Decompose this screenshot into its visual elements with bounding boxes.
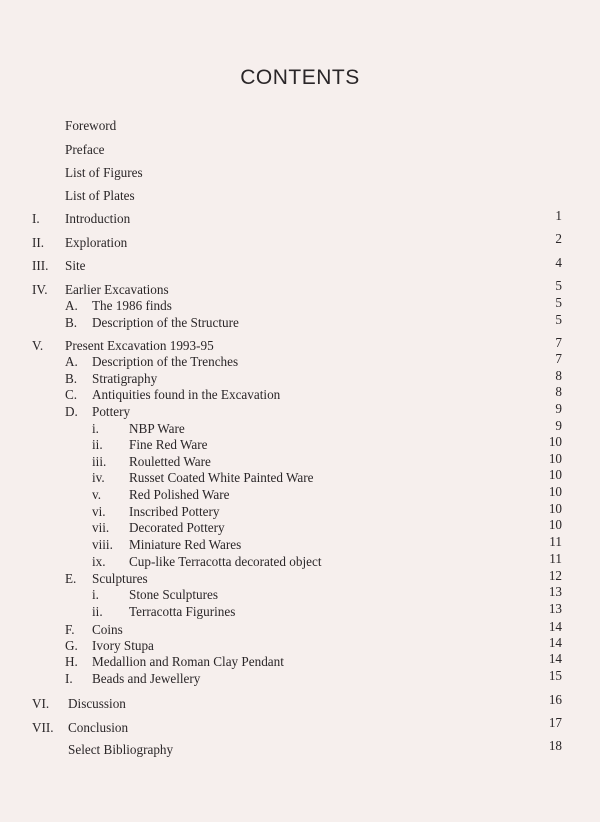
subsection-numeral: ix. (92, 554, 106, 569)
page-number: 10 (548, 501, 562, 516)
section-letter: H. (65, 654, 78, 669)
page-number: 7 (555, 351, 562, 366)
page-title: CONTENTS (240, 66, 360, 89)
section-title: Sculptures (92, 571, 148, 586)
section-letter: D. (65, 404, 78, 419)
section-letter: E. (65, 571, 77, 586)
section-letter: A. (65, 298, 78, 313)
foreword-entry: Foreword (65, 118, 117, 133)
subsection-numeral: vii. (92, 520, 110, 535)
section-title: Description of the Trenches (92, 354, 239, 369)
chapter-number: VI. (32, 696, 50, 711)
page-number: 13 (548, 601, 562, 616)
chapter-number: V. (32, 338, 44, 353)
subsection-title: Rouletted Ware (129, 454, 211, 469)
section-title: Pottery (92, 404, 131, 419)
page-number: 15 (548, 668, 562, 683)
subsection-numeral: v. (92, 487, 102, 502)
page-number: 4 (555, 255, 562, 270)
page-number: 10 (548, 517, 562, 532)
page-number: 10 (548, 451, 562, 466)
bibliography-entry: Select Bibliography (68, 742, 174, 757)
page-number: 9 (555, 418, 562, 433)
subsection-title: Fine Red Ware (129, 437, 208, 452)
page-number: 10 (548, 467, 562, 482)
page-number: 10 (548, 434, 562, 449)
page-number: 14 (548, 619, 562, 634)
page-number: 5 (555, 312, 562, 327)
section-title: Stratigraphy (92, 371, 158, 386)
chapter-title: Present Excavation 1993-95 (65, 338, 214, 353)
subsection-numeral: iii. (92, 454, 107, 469)
subsection-numeral: ii. (92, 604, 103, 619)
chapter-title: Conclusion (68, 720, 129, 735)
page-number: 5 (555, 278, 562, 293)
section-title: The 1986 finds (92, 298, 172, 313)
page-number: 11 (549, 551, 562, 566)
preface-entry: Preface (65, 142, 105, 157)
page-number: 8 (555, 384, 562, 399)
page-number: 5 (555, 295, 562, 310)
page-number: 2 (555, 231, 562, 246)
page-number: 16 (548, 692, 562, 707)
page-number: 1 (555, 208, 562, 223)
section-letter: I. (65, 671, 73, 686)
chapter-number: II. (32, 235, 45, 250)
chapter-number: I. (32, 211, 40, 226)
page-number: 10 (548, 484, 562, 499)
subsection-title: NBP Ware (129, 421, 185, 436)
section-letter: C. (65, 387, 78, 402)
subsection-numeral: ii. (92, 437, 103, 452)
page-number: 12 (548, 568, 562, 583)
section-letter: B. (65, 371, 78, 386)
section-letter: G. (65, 638, 78, 653)
chapter-number: IV. (32, 282, 48, 297)
chapter-title: Earlier Excavations (65, 282, 169, 297)
subsection-numeral: i. (92, 421, 99, 436)
page-number: 14 (548, 635, 562, 650)
subsection-title: Red Polished Ware (129, 487, 230, 502)
page-number: 14 (548, 651, 562, 666)
subsection-title: Miniature Red Wares (129, 537, 242, 552)
list-of-figures-entry: List of Figures (65, 165, 143, 180)
section-title: Description of the Structure (92, 315, 239, 330)
chapter-title: Discussion (68, 696, 126, 711)
subsection-title: Russet Coated White Painted Ware (129, 470, 314, 485)
chapter-title: Exploration (65, 235, 128, 250)
section-letter: B. (65, 315, 78, 330)
section-title: Beads and Jewellery (92, 671, 201, 686)
chapter-title: Introduction (65, 211, 131, 226)
section-title: Antiquities found in the Excavation (92, 387, 281, 402)
list-of-plates-entry: List of Plates (65, 188, 135, 203)
subsection-numeral: vi. (92, 504, 106, 519)
subsection-title: Inscribed Pottery (129, 504, 220, 519)
subsection-numeral: i. (92, 587, 99, 602)
page-number: 13 (548, 584, 562, 599)
section-letter: A. (65, 354, 78, 369)
section-title: Coins (92, 622, 123, 637)
page-number: 17 (548, 715, 562, 730)
subsection-title: Decorated Pottery (129, 520, 225, 535)
section-title: Ivory Stupa (92, 638, 154, 653)
section-letter: F. (65, 622, 75, 637)
page-number: 8 (555, 368, 562, 383)
page-number: 9 (555, 401, 562, 416)
subsection-numeral: viii. (92, 537, 113, 552)
subsection-numeral: iv. (92, 470, 105, 485)
page-number: 7 (555, 335, 562, 350)
subsection-title: Stone Sculptures (129, 587, 219, 602)
page-number: 11 (549, 534, 562, 549)
chapter-title: Site (65, 258, 86, 273)
subsection-title: Terracotta Figurines (129, 604, 236, 619)
chapter-number: III. (32, 258, 49, 273)
subsection-title: Cup-like Terracotta decorated object (129, 554, 322, 569)
page-number: 18 (548, 738, 562, 753)
chapter-number: VII. (32, 720, 54, 735)
section-title: Medallion and Roman Clay Pendant (92, 654, 284, 669)
